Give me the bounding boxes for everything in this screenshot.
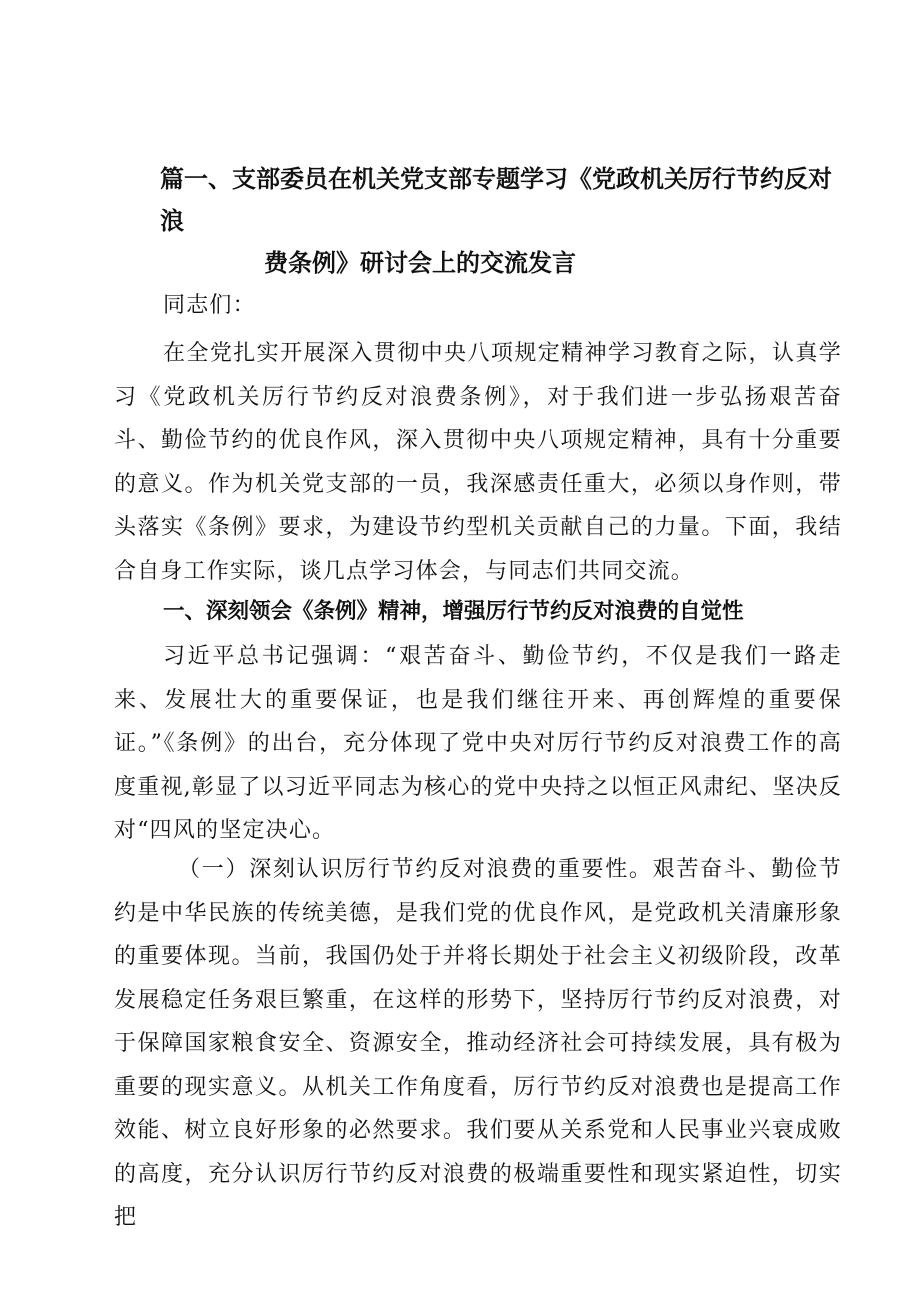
salutation: 同志们：	[163, 293, 256, 318]
title-line-1: 篇一、支部委员在机关党支部专题学习《党政机关厉行节约反对浪	[160, 165, 832, 235]
section-heading-1: 一、深刻领会《条例》精神，增强厉行节约反对浪费的自觉性	[163, 599, 744, 624]
paragraph-quote: 习近平总书记强调：“艰苦奋斗、勤俭节约，不仅是我们一路走来、发展壮大的重要保证，也是我们继往开来、再创辉煌的重要保证。”《条例》的出台，充分体现了党中央对厉行节约反对浪费工作的高度重视,彰显了以习近平同志为核心的党中央持之以恒正风肃纪、坚决反对“四风的坚定决心。	[114, 644, 842, 843]
document-title	[160, 158, 850, 284]
paragraph-intro: 在全党扎实开展深入贯彻中央八项规定精神学习教育之际，认真学习《党政机关厉行节约反对浪费条例》，对于我们进一步弘扬艰苦奋斗、勤俭节约的优良作风，深入贯彻中央八项规定精神，具有十分重要的意义。作为机关党支部的一员，我深感责任重大，必须以身作则，带头落实《条例》要求，为建设节约型机关贡献自己的力量。下面，我结合自身工作实际，谈几点学习体会，与同志们共同交流。	[114, 341, 842, 584]
title-line-2: 费条例》研讨会上的交流发言	[264, 249, 576, 277]
paragraph-subsection-1: （一）深刻认识厉行节约反对浪费的重要性。艰苦奋斗、勤俭节约是中华民族的传统美德，是我们党的优良作风，是党政机关清廉形象的重要体现。当前，我国仍处于并将长期处于社会主义初级阶段，改革发展稳定任务艰巨繁重，在这样的形势下，坚持厉行节约反对浪费，对于保障国家粮食安全、资源安全，推动经济社会可持续发展，具有极为重要的现实意义。从机关工作角度看，厉行节约反对浪费也是提高工作效能、树立良好形象的必然要求。我们要从关系党和人民事业兴衰成败的高度，充分认识厉行节约反对浪费的极端重要性和现实紧迫性，切实把	[114, 857, 842, 1230]
